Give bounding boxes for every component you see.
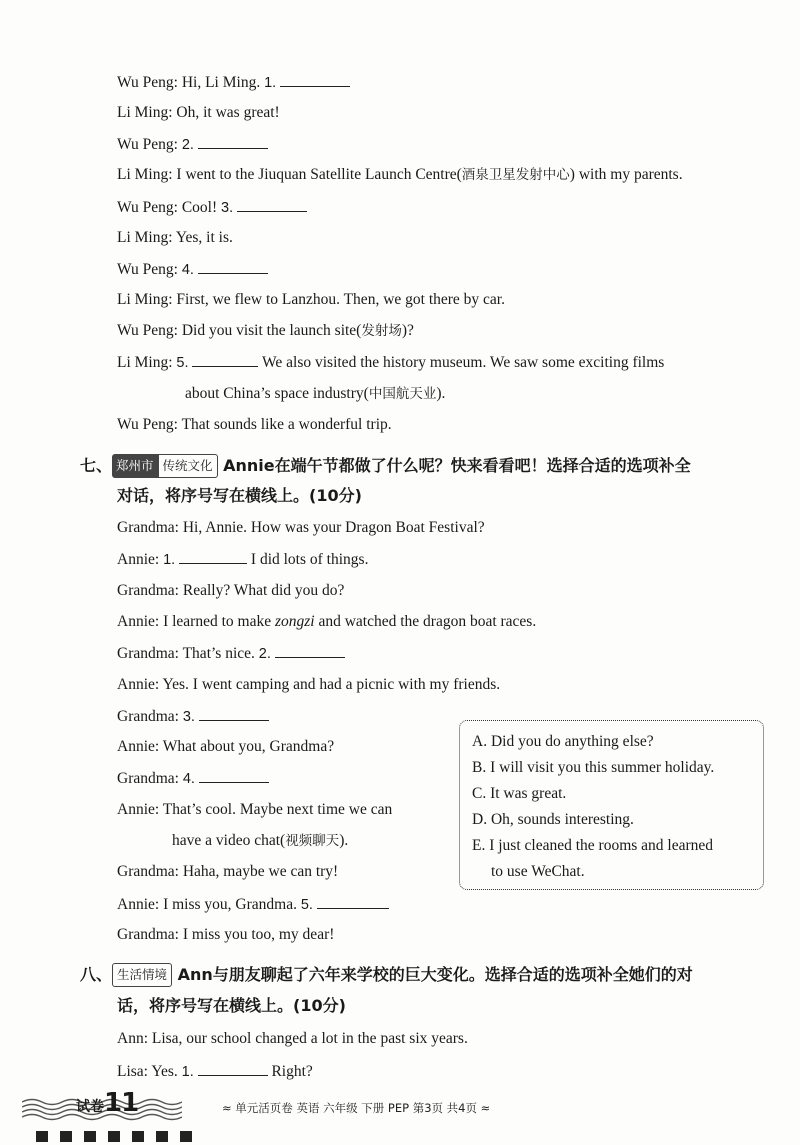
section-7-heading: 七、 郑州市 传统文化 Annie在端午节都做了什么呢？快来看看吧！选择合适的选项补全 bbox=[80, 454, 691, 478]
dialog-line: Grandma: 4. bbox=[117, 768, 269, 789]
answer-blank[interactable] bbox=[199, 768, 269, 783]
dialog-line: Grandma: 3. bbox=[117, 706, 269, 727]
dialog-line: Li Ming: I went to the Jiuquan Satellite Launch Centre(酒泉卫星发射中心) with my parents. bbox=[117, 166, 683, 183]
answer-blank[interactable] bbox=[198, 134, 268, 149]
option-e: E. I just cleaned the rooms and learned bbox=[472, 837, 714, 854]
dialog-line: Grandma: Hi, Annie. How was your Dragon Boat Festival? bbox=[117, 519, 485, 536]
section-8-heading: 八、 生活情境 Ann与朋友聊起了六年来学校的巨大变化。选择合适的选项补全她们的对 bbox=[80, 963, 693, 987]
dialog-line: Annie: I miss you, Grandma. 5. bbox=[117, 894, 389, 915]
answer-blank[interactable] bbox=[192, 352, 258, 367]
dialog-line: Annie: Yes. I went camping and had a picnic with my friends. bbox=[117, 676, 501, 693]
section-8-heading-line2: 话，将序号写在横线上。(10分) bbox=[117, 996, 346, 1015]
answer-blank[interactable] bbox=[237, 197, 307, 212]
dialog-line: Wu Peng: That sounds like a wonderful trip. bbox=[117, 416, 392, 433]
registration-mark bbox=[60, 1131, 72, 1142]
dialog-line: have a video chat(视频聊天). bbox=[172, 832, 349, 849]
page-number: 11 bbox=[104, 1088, 139, 1118]
dialog-line: Wu Peng: Cool! 3. bbox=[117, 197, 307, 218]
dialog-line: about China’s space industry(中国航天业). bbox=[185, 385, 446, 402]
dialog-line: Grandma: Haha, maybe we can try! bbox=[117, 863, 339, 880]
tag-city: 郑州市 bbox=[112, 454, 158, 478]
answer-blank[interactable] bbox=[198, 259, 268, 274]
page-label: 试卷11 bbox=[76, 1088, 139, 1118]
dialog-line: Annie: That’s cool. Maybe next time we can bbox=[117, 801, 393, 818]
option-c: C. It was great. bbox=[472, 785, 567, 802]
option-d: D. Oh, sounds interesting. bbox=[472, 811, 634, 828]
registration-mark bbox=[180, 1131, 192, 1142]
dialog-line: Li Ming: Yes, it is. bbox=[117, 229, 233, 246]
registration-mark bbox=[108, 1131, 120, 1142]
answer-blank[interactable] bbox=[275, 643, 345, 658]
registration-mark bbox=[156, 1131, 168, 1142]
answer-blank[interactable] bbox=[198, 1061, 268, 1076]
dialog-line: Annie: 1. I did lots of things. bbox=[117, 551, 369, 568]
registration-mark bbox=[132, 1131, 144, 1142]
dialog-line: Ann: Lisa, our school changed a lot in the past six years. bbox=[117, 1030, 468, 1047]
tag-life: 生活情境 bbox=[112, 963, 172, 987]
dialog-line: Annie: What about you, Grandma? bbox=[117, 738, 335, 755]
option-a: A. Did you do anything else? bbox=[472, 733, 654, 750]
options-box bbox=[459, 720, 764, 890]
footer-info: ≈ 单元活页卷 英语 六年级 下册 PEP 第3页 共4页 ≈ bbox=[222, 1101, 491, 1115]
answer-blank[interactable] bbox=[317, 894, 389, 909]
dialog-line: Wu Peng: 4. bbox=[117, 259, 268, 280]
answer-blank[interactable] bbox=[179, 549, 247, 564]
registration-mark bbox=[84, 1131, 96, 1142]
dialog-line: Wu Peng: Did you visit the launch site(发射场)? bbox=[117, 322, 414, 339]
dialog-line: Annie: I learned to make zongzi and watched the dragon boat races. bbox=[117, 613, 537, 630]
option-e-cont: to use WeChat. bbox=[491, 863, 585, 880]
section-7-heading-line2: 对话，将序号写在横线上。(10分) bbox=[117, 486, 362, 505]
tag-topic: 传统文化 bbox=[158, 454, 218, 478]
answer-blank[interactable] bbox=[280, 72, 350, 87]
dialog-line: Grandma: I miss you too, my dear! bbox=[117, 926, 335, 943]
dialog-line: Grandma: That’s nice. 2. bbox=[117, 643, 345, 664]
dialog-line: Wu Peng: Hi, Li Ming. 1. bbox=[117, 72, 350, 93]
dialog-line: Grandma: Really? What did you do? bbox=[117, 582, 345, 599]
answer-blank[interactable] bbox=[199, 706, 269, 721]
dialog-line: Lisa: Yes. 1. Right? bbox=[117, 1063, 313, 1080]
registration-mark bbox=[36, 1131, 48, 1142]
dialog-line: Wu Peng: 2. bbox=[117, 134, 268, 155]
option-b: B. I will visit you this summer holiday. bbox=[472, 759, 715, 776]
dialog-line: Li Ming: First, we flew to Lanzhou. Then, we got there by car. bbox=[117, 291, 505, 308]
dialog-line: Li Ming: 5. We also visited the history museum. We saw some exciting films bbox=[117, 354, 665, 371]
dialog-line: Li Ming: Oh, it was great! bbox=[117, 104, 280, 121]
